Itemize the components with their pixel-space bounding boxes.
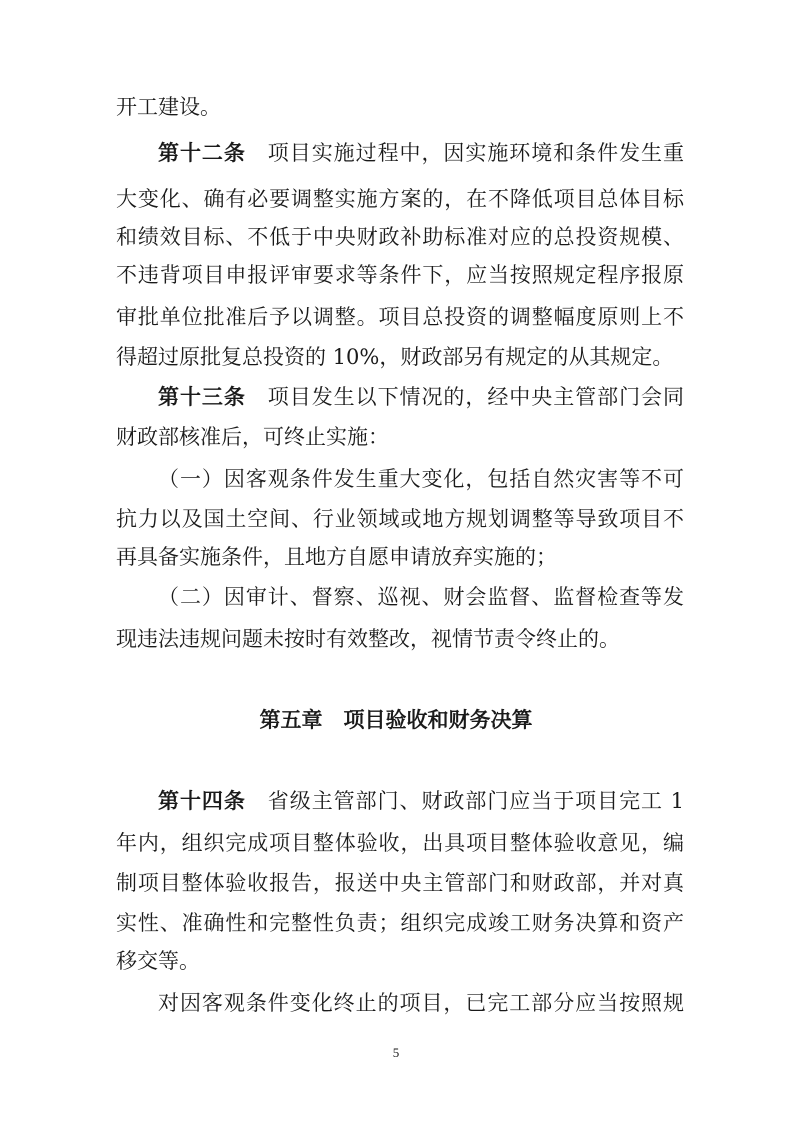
article-13-item-1-line: 再具备实施条件，且地方自愿申请放弃实施的；: [116, 545, 557, 569]
article-13-item-1-line: 抗力以及国土空间、行业领域或地方规划调整等导致项目不: [116, 507, 684, 531]
chapter-5-heading: 第五章 项目验收和财务决算: [259, 708, 533, 732]
article-14-line: 实性、准确性和完整性负责；组织完成竣工财务决算和资产: [116, 911, 684, 935]
article-13-text: 项目发生以下情况的，经中央主管部门会同: [266, 385, 685, 409]
page-number: 5: [392, 1045, 400, 1060]
carry-over-line: 开工建设。: [116, 95, 221, 119]
article-13-label: 第十三条: [158, 385, 246, 409]
article-14-line: 移交等。: [116, 949, 200, 973]
article-14-label: 第十四条: [158, 789, 246, 813]
article-12-label: 第十二条: [158, 141, 246, 165]
article-13-item-2-line: 现违法违规问题未按时有效整改，视情节责令终止的。: [116, 627, 620, 651]
article-12-line: 审批单位批准后予以调整。项目总投资的调整幅度原则上不: [116, 305, 684, 329]
article-14-line: 制项目整体验收报告，报送中央主管部门和财政部，并对真: [116, 871, 684, 895]
article-12-line: 大变化、确有必要调整实施方案的，在不降低项目总体目标: [116, 187, 684, 211]
article-12-line: 得超过原批复总投资的 10%，财政部另有规定的从其规定。: [116, 345, 674, 369]
article-13-first-line: [158, 377, 684, 417]
article-14-para-2-line: 对因客观条件变化终止的项目，已完工部分应当按照规: [158, 991, 684, 1015]
article-12-text: 项目实施过程中，因实施环境和条件发生重: [266, 141, 685, 165]
article-12-first-line: [158, 133, 684, 173]
article-12-line: 不违背项目申报评审要求等条件下，应当按照规定程序报原: [116, 263, 684, 287]
article-14-line: 年内，组织完成项目整体验收，出具项目整体验收意见，编: [116, 831, 684, 855]
article-12-line: 和绩效目标、不低于中央财政补助标准对应的总投资规模、: [116, 225, 684, 249]
article-13-item-2-line: （二）因审计、督察、巡视、财会监督、监督检查等发: [158, 585, 684, 609]
article-14-text: 省级主管部门、财政部门应当于项目完工 1: [266, 789, 684, 813]
article-13-item-1-line: （一）因客观条件发生重大变化，包括自然灾害等不可: [158, 467, 684, 491]
article-13-line: 财政部核准后，可终止实施：: [116, 425, 389, 449]
article-14-first-line: [158, 781, 684, 821]
